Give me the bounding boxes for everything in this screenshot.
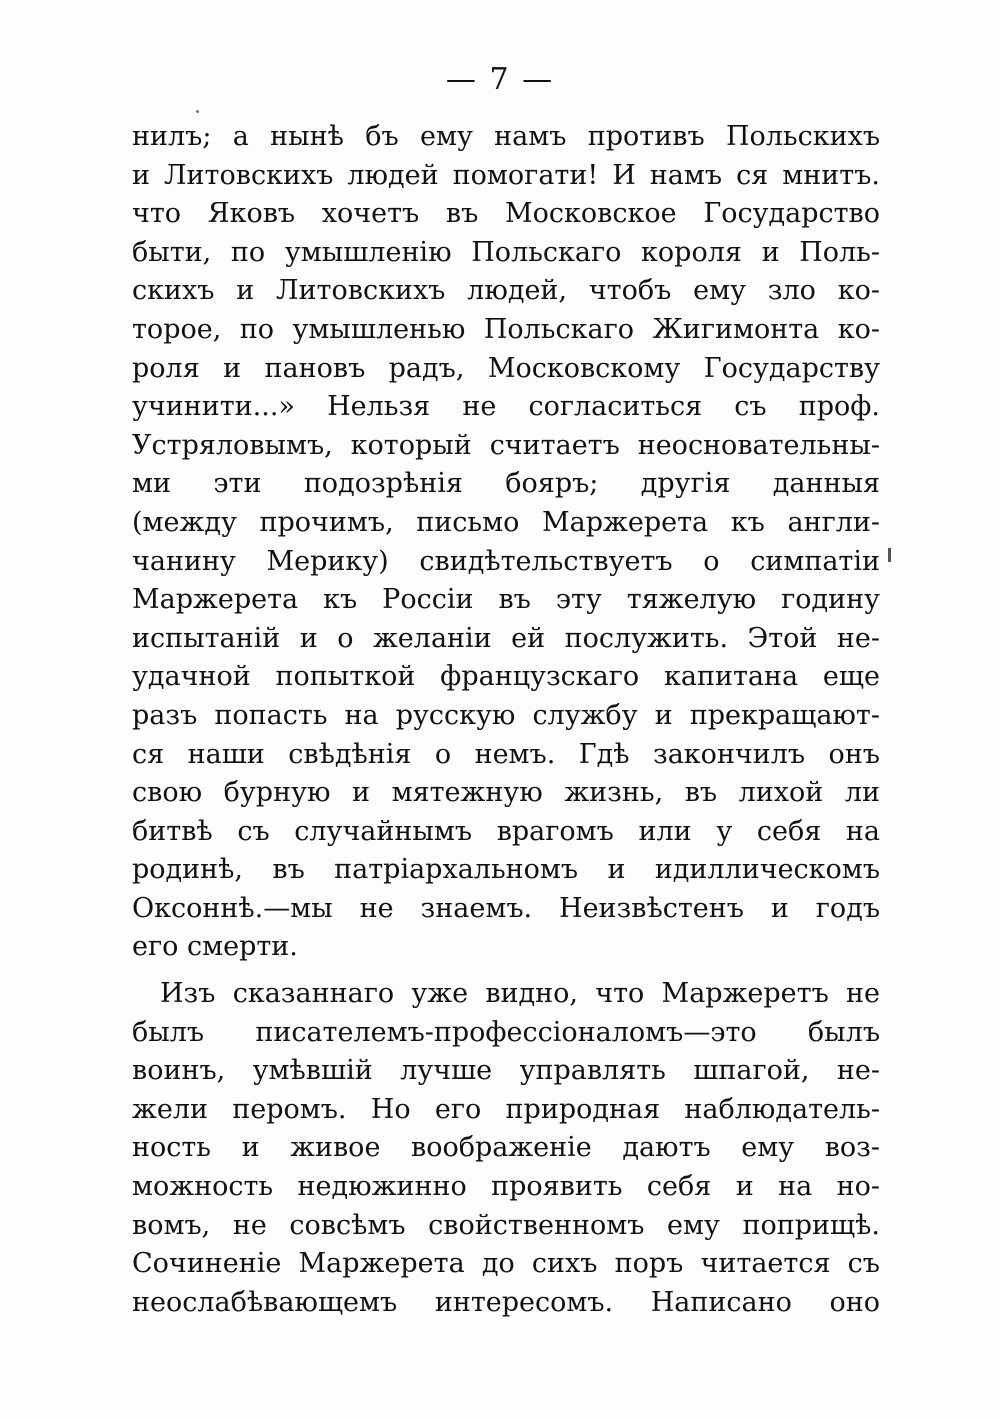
- text-line: ность и живое воображеніе даютъ ему воз-: [132, 1132, 880, 1164]
- text-line: родинѣ, въ патріархальномъ и идиллическомъ: [132, 854, 880, 886]
- text-line: разъ попасть на русскую службу и прекращают-: [132, 699, 880, 731]
- text-line: былъ писателемъ-профессіоналомъ—это былъ: [132, 1016, 880, 1048]
- paragraph-2: [132, 975, 880, 1322]
- text-line: учинити...» Нельзя не согласиться съ проф.: [132, 391, 880, 423]
- margin-mark: [888, 548, 891, 562]
- text-line: роля и пановъ радъ, Московскому Государству: [132, 352, 880, 384]
- text-line: торое, по умышленью Польскаго Жигимонта ко-: [132, 313, 880, 345]
- text-line: Устряловымъ, который считаетъ неосновательны-: [132, 429, 880, 461]
- text-line: скихъ и Литовскихъ людей, чтобъ ему зло ко-: [132, 275, 880, 307]
- text-line: его смерти.: [132, 931, 298, 963]
- text-line: испытаній и о желаніи ей послужить. Этой не-: [132, 622, 880, 654]
- text-line: удачной попыткой французскаго капитана еще: [132, 661, 880, 693]
- text-line: ся наши свѣдѣнія о немъ. Гдѣ закончилъ онъ: [132, 738, 880, 770]
- text-line: битвѣ съ случайнымъ врагомъ или у себя на: [132, 815, 880, 847]
- text-line: можность недюжинно проявить себя и на но-: [132, 1171, 880, 1203]
- text-line: свою бурную и мятежную жизнь, въ лихой ли: [132, 777, 880, 809]
- text-line: нилъ; а нынѣ бъ ему намъ противъ Польскихъ: [132, 121, 880, 152]
- text-line: Изъ сказаннаго уже видно, что Маржеретъ не: [160, 978, 880, 1010]
- text-line: чанину Мерику) свидѣтельствуетъ о симпатіи: [132, 545, 880, 577]
- text-line: вомъ, не совсѣмъ свойственномъ ему поприщѣ.: [132, 1209, 880, 1241]
- text-line: что Яковъ хочетъ въ Московское Государство: [132, 198, 880, 230]
- print-speck: [196, 110, 199, 113]
- text-line: и Литовскихъ людей помогати! И намъ ся мнитъ.: [132, 159, 880, 191]
- text-line: ми эти подозрѣнія бояръ; другія данныя: [132, 468, 880, 500]
- text-line: быти, по умышленію Польскаго короля и Поль-: [132, 236, 880, 268]
- paragraph-1: [132, 118, 880, 967]
- body-text: [132, 118, 880, 1322]
- text-line: Оксоннѣ.—мы не знаемъ. Неизвѣстенъ и годъ: [132, 892, 880, 924]
- text-line: Сочиненіе Маржерета до сихъ поръ читается съ: [132, 1248, 880, 1280]
- text-line: (между прочимъ, письмо Маржерета къ англи-: [132, 506, 880, 538]
- text-line: Маржерета къ Россіи въ эту тяжелую годину: [132, 584, 880, 616]
- page-number: — 7 —: [445, 62, 555, 97]
- paragraph-gap: [132, 967, 880, 975]
- text-line: неослабѣвающемъ интересомъ. Написано оно: [132, 1286, 880, 1318]
- text-line: жели перомъ. Но его природная наблюдатель-: [132, 1093, 880, 1125]
- text-line: воинъ, умѣвшій лучше управлять шпагой, не-: [132, 1055, 880, 1087]
